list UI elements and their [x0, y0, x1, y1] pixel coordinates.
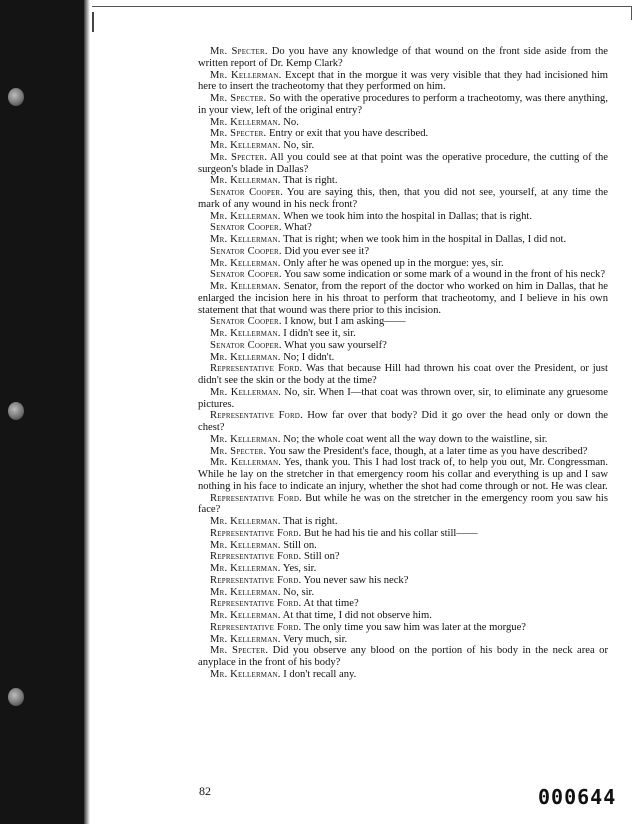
transcript-paragraph	[198, 645, 608, 669]
transcript-paragraph	[198, 363, 608, 387]
speech-text: That is right; when we took him in the hospital in Dallas, I did not.	[283, 234, 567, 245]
speech-text: At that time, I did not observe him.	[282, 610, 432, 621]
speaker-name: Representative Ford.	[210, 492, 302, 504]
punch-hole	[8, 88, 24, 106]
speech-text: So with the operative procedures to perform a tracheotomy, was there anything, in your view, left of the original entry?	[198, 93, 608, 116]
speaker-name: Representative Ford.	[210, 621, 302, 633]
speech-text: No, sir. When I—that coat was thrown over, sir, to eliminate any gruesome pictures.	[198, 386, 608, 410]
speaker-name: Senator Cooper.	[210, 187, 284, 198]
transcript-paragraph	[198, 117, 608, 129]
speaker-name: Representative Ford.	[210, 598, 302, 610]
speaker-name: Mr. Kellerman.	[210, 234, 281, 245]
punch-hole	[8, 402, 24, 420]
binding-edge-shadow	[84, 0, 90, 824]
speaker-name: Mr. Kellerman.	[210, 210, 281, 222]
speech-text: You never saw his neck?	[303, 574, 409, 586]
transcript-paragraph	[198, 70, 608, 94]
transcript-paragraph	[198, 281, 608, 316]
transcript-paragraph	[198, 93, 608, 117]
speech-text: Only after he was opened up in the morgue: yes, sir.	[283, 257, 504, 269]
transcript-paragraph	[198, 340, 608, 352]
speech-text: No; I didn't.	[283, 351, 335, 363]
speaker-name: Representative Ford.	[210, 363, 303, 375]
speaker-name: Senator Cooper.	[210, 269, 282, 281]
transcript-paragraph	[198, 128, 608, 140]
speaker-name: Mr. Kellerman.	[210, 668, 281, 680]
speech-text: What you saw yourself?	[284, 339, 387, 351]
transcript-paragraph	[198, 211, 608, 223]
speech-text: How far over that body? Did it go over the head only or down the chest?	[198, 410, 608, 433]
transcript-paragraph	[198, 222, 608, 234]
transcript-paragraph	[198, 269, 608, 281]
speaker-name: Mr. Specter.	[210, 445, 267, 457]
transcript-paragraph	[198, 516, 608, 528]
speech-text: The only time you saw him was later at the morgue?	[303, 621, 526, 633]
transcript-paragraph	[198, 46, 608, 70]
transcript-paragraph	[198, 563, 608, 575]
speech-text: Except that in the morgue it was very visible that they had incisioned him here to insert the tracheotomy that they performed on him.	[198, 69, 609, 93]
transcript-paragraph	[198, 387, 608, 411]
transcript-paragraph	[198, 140, 608, 152]
transcript-paragraph	[198, 328, 608, 340]
speaker-name: Senator Cooper.	[210, 222, 282, 234]
speech-text: No, sir.	[283, 140, 315, 151]
transcript-paragraph	[198, 540, 608, 552]
speaker-name: Mr. Kellerman.	[210, 140, 281, 151]
speaker-name: Mr. Kellerman.	[210, 633, 281, 645]
transcript-paragraph	[198, 610, 608, 622]
transcript-paragraph	[198, 622, 608, 634]
speech-text: When we took him into the hospital in Dallas; that is right.	[283, 210, 532, 222]
speaker-name: Mr. Specter.	[210, 46, 268, 57]
punch-hole	[8, 688, 24, 706]
speaker-name: Mr. Kellerman.	[210, 328, 281, 339]
transcript-paragraph	[198, 528, 608, 540]
speech-text: I know, but I am asking——	[284, 316, 406, 328]
speech-text: What?	[284, 222, 312, 234]
speech-text: Yes, thank you. This I had lost track of, to help you out, Mr. Congressman. While he lay on the stretcher in that emergency room his collar and everything is up and I saw nothing in his face to indicate an injury, whether the shot had come through or not. He was clear.	[198, 457, 608, 492]
transcript-paragraph	[198, 316, 608, 328]
speaker-name: Mr. Kellerman.	[210, 539, 281, 551]
speaker-name: Mr. Specter.	[210, 128, 267, 140]
speaker-name: Mr. Kellerman.	[210, 610, 281, 621]
speaker-name: Mr. Specter.	[210, 645, 269, 657]
speech-text: Still on.	[283, 539, 317, 551]
transcript-body	[198, 46, 608, 681]
transcript-paragraph	[198, 234, 608, 246]
speech-text: All you could see at that point was the operative procedure, the cutting of the surgeon's blade in Dallas?	[198, 151, 608, 175]
speech-text: No.	[283, 116, 299, 128]
speaker-name: Representative Ford.	[210, 551, 302, 563]
speech-text: No, sir.	[283, 586, 315, 598]
speech-text: Still on?	[303, 551, 340, 563]
speaker-name: Mr. Kellerman.	[210, 516, 281, 527]
speech-text: I don't recall any.	[283, 668, 357, 680]
speaker-name: Mr. Kellerman.	[210, 281, 281, 292]
speaker-name: Mr. Kellerman.	[210, 257, 281, 269]
speaker-name: Senator Cooper.	[210, 339, 282, 351]
speech-text: Yes, sir.	[282, 563, 317, 574]
transcript-paragraph	[198, 246, 608, 258]
speaker-name: Mr. Kellerman.	[210, 563, 281, 574]
transcript-paragraph	[198, 446, 608, 458]
transcript-paragraph	[198, 152, 608, 176]
speech-text: Entry or exit that you have described.	[269, 128, 429, 140]
transcript-paragraph	[198, 175, 608, 187]
speech-text: But while he was on the stretcher in the emergency room you saw his face?	[198, 492, 608, 516]
speech-text: You are saying this, then, that you did not see, yourself, at any time the mark of any wound in his neck front?	[198, 187, 608, 210]
transcript-paragraph	[198, 410, 608, 434]
speaker-name: Senator Cooper.	[210, 245, 282, 257]
speech-text: Did you ever see it?	[284, 245, 370, 257]
speaker-name: Mr. Kellerman.	[210, 116, 281, 128]
speaker-name: Mr. Kellerman.	[210, 457, 282, 469]
page-number: 82	[199, 784, 211, 798]
speaker-name: Mr. Kellerman.	[210, 386, 282, 398]
document-number: 000644	[538, 785, 617, 809]
speech-text: Senator, from the report of the doctor who worked on him in Dallas, that he enlarged the incision here in his throat to perform that tracheotomy, and I believe in his own statement that that wound was there prior to this incision.	[198, 281, 608, 316]
transcript-paragraph	[198, 493, 608, 517]
speaker-name: Representative Ford.	[210, 527, 302, 539]
speaker-name: Senator Cooper.	[210, 316, 282, 328]
transcript-paragraph	[198, 669, 608, 681]
speaker-name: Mr. Kellerman.	[210, 175, 281, 187]
speaker-name: Mr. Kellerman.	[210, 433, 281, 445]
transcript-paragraph	[198, 551, 608, 563]
speech-text: Do you have any knowledge of that wound on the front side aside from the written report of Dr. Kemp Clark?	[198, 46, 608, 69]
speech-text: You saw some indication or some mark of a wound in the front of his neck?	[283, 269, 606, 281]
speech-text: Did you observe any blood on the portion of his body in the neck area or anyplace in the front of his body?	[198, 645, 608, 668]
transcript-paragraph	[198, 434, 608, 446]
speech-text: At that time?	[303, 598, 359, 610]
speech-text: That is right.	[283, 175, 338, 187]
page-border-top	[92, 6, 632, 7]
transcript-paragraph	[198, 587, 608, 599]
speech-text: Very much, sir.	[283, 633, 348, 645]
transcript-paragraph	[198, 598, 608, 610]
transcript-paragraph	[198, 187, 608, 211]
speech-text: You saw the President's face, though, at a later time as you have described?	[268, 445, 588, 457]
page-border-corner	[631, 6, 632, 20]
speech-text: Was that because Hill had thrown his coat over the President, or just didn't see the skin or the body at the time?	[198, 363, 608, 386]
speech-text: I didn't see it, sir.	[283, 328, 356, 339]
speaker-name: Mr. Specter.	[210, 151, 268, 163]
speaker-name: Mr. Kellerman.	[210, 586, 281, 598]
transcript-paragraph	[198, 457, 608, 492]
page-border-left-mark	[92, 12, 94, 32]
speech-text: But he had his tie and his collar still——	[303, 527, 478, 539]
speaker-name: Representative Ford.	[210, 574, 302, 586]
transcript-paragraph	[198, 575, 608, 587]
speech-text: No; the whole coat went all the way down to the waistline, sir.	[283, 433, 548, 445]
transcript-paragraph	[198, 352, 608, 364]
speech-text: That is right.	[283, 516, 338, 527]
speaker-name: Representative Ford.	[210, 410, 303, 422]
speaker-name: Mr. Kellerman.	[210, 69, 282, 81]
transcript-paragraph	[198, 258, 608, 270]
transcript-paragraph	[198, 634, 608, 646]
speaker-name: Mr. Specter.	[210, 93, 267, 104]
speaker-name: Mr. Kellerman.	[210, 351, 281, 363]
